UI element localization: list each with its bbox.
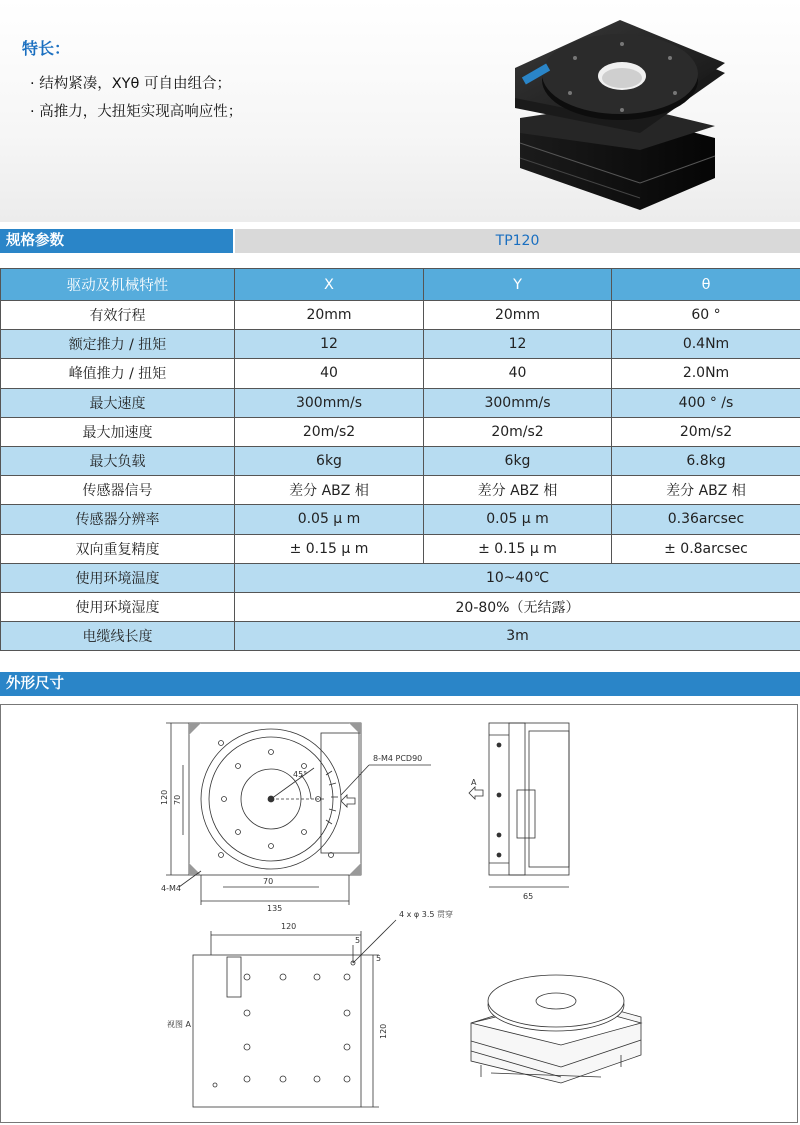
dims-bar-label: 外形尺寸 xyxy=(0,672,800,696)
dim-5b: 5 xyxy=(376,954,382,963)
dim-120-right: 120 xyxy=(379,1023,388,1039)
table-cell: 6kg xyxy=(424,446,612,475)
features-title: 特长： xyxy=(22,39,71,58)
table-row-label: 最大负载 xyxy=(1,446,235,475)
table-row-label: 最大加速度 xyxy=(1,417,235,446)
table-cell: 0.05 μ m xyxy=(235,505,424,534)
table-row-label: 电缆线长度 xyxy=(1,622,235,651)
spec-table xyxy=(0,268,800,651)
product-image xyxy=(500,18,740,218)
dim-135: 135 xyxy=(267,904,283,913)
feature-item-2: · 高推力，大扭矩实现高响应性； xyxy=(30,104,243,120)
dim-120-left: 120 xyxy=(160,789,169,805)
table-cell: 2.0Nm xyxy=(612,359,800,388)
table-row xyxy=(1,417,800,446)
drawing-svg xyxy=(1,705,797,1122)
table-cell: 3m xyxy=(235,622,800,651)
table-header-row xyxy=(1,269,800,301)
table-row xyxy=(1,388,800,417)
table-header-cell: X xyxy=(235,269,424,301)
table-row-label: 使用环境湿度 xyxy=(1,592,235,621)
table-cell: ± 0.15 μ m xyxy=(235,534,424,563)
table-cell: 20m/s2 xyxy=(424,417,612,446)
table-cell: 400 ° /s xyxy=(612,388,800,417)
table-cell: 300mm/s xyxy=(424,388,612,417)
table-cell: ± 0.8arcsec xyxy=(612,534,800,563)
table-row xyxy=(1,476,800,505)
table-row xyxy=(1,534,800,563)
table-row-label: 额定推力 / 扭矩 xyxy=(1,330,235,359)
technical-drawing xyxy=(0,704,798,1123)
table-cell: ± 0.15 μ m xyxy=(424,534,612,563)
table-row-label: 峰值推力 / 扭矩 xyxy=(1,359,235,388)
table-cell: 0.05 μ m xyxy=(424,505,612,534)
feature-item-1: · 结构紧凑，XYθ 可自由组合； xyxy=(30,76,231,92)
table-row xyxy=(1,359,800,388)
table-row-label: 使用环境温度 xyxy=(1,563,235,592)
table-row xyxy=(1,622,800,651)
arrow-a-label: A xyxy=(471,778,477,787)
table-cell: 12 xyxy=(235,330,424,359)
table-cell: 0.36arcsec xyxy=(612,505,800,534)
dim-5a: 5 xyxy=(355,936,361,945)
table-cell: 20mm xyxy=(235,301,424,330)
spec-bar xyxy=(0,229,800,253)
dims-bar xyxy=(0,672,800,696)
dim-70-left: 70 xyxy=(173,794,182,805)
table-row-label: 有效行程 xyxy=(1,301,235,330)
table-cell: 6.8kg xyxy=(612,446,800,475)
dim-45: 45° xyxy=(293,770,308,779)
table-cell: 0.4Nm xyxy=(612,330,800,359)
table-cell: 差分 ABZ 相 xyxy=(235,476,424,505)
table-row xyxy=(1,330,800,359)
table-cell: 20m/s2 xyxy=(612,417,800,446)
table-cell: 差分 ABZ 相 xyxy=(424,476,612,505)
table-cell: 20mm xyxy=(424,301,612,330)
note-pcd: 8-M4 PCD90 xyxy=(373,754,423,763)
table-row-label: 传感器分辨率 xyxy=(1,505,235,534)
table-header-cell: Y xyxy=(424,269,612,301)
table-row xyxy=(1,563,800,592)
table-header-cell: 驱动及机械特性 xyxy=(1,269,235,301)
table-row xyxy=(1,505,800,534)
table-cell: 12 xyxy=(424,330,612,359)
note-4m4: 4-M4 xyxy=(161,884,181,893)
table-cell: 20m/s2 xyxy=(235,417,424,446)
table-cell: 20-80%（无结露） xyxy=(235,592,800,621)
table-cell: 差分 ABZ 相 xyxy=(612,476,800,505)
table-row xyxy=(1,446,800,475)
table-cell: 10~40℃ xyxy=(235,563,800,592)
table-cell: 6kg xyxy=(235,446,424,475)
spec-bar-model: TP120 xyxy=(235,229,800,253)
table-cell: 40 xyxy=(424,359,612,388)
dim-65: 65 xyxy=(523,892,534,901)
dim-70-bottom: 70 xyxy=(263,877,274,886)
note-holes: 4 x φ 3.5 贯穿 xyxy=(399,910,453,919)
spec-bar-label: 规格参数 xyxy=(0,229,233,253)
table-cell: 40 xyxy=(235,359,424,388)
table-row-label: 最大速度 xyxy=(1,388,235,417)
view-a-label: 视图 A xyxy=(167,1020,192,1029)
table-row-label: 双向重复精度 xyxy=(1,534,235,563)
table-row xyxy=(1,592,800,621)
table-cell: 300mm/s xyxy=(235,388,424,417)
table-cell: 60 ° xyxy=(612,301,800,330)
features-section xyxy=(0,0,800,222)
table-header-cell: θ xyxy=(612,269,800,301)
table-row xyxy=(1,301,800,330)
dim-120-top: 120 xyxy=(281,922,297,931)
table-row-label: 传感器信号 xyxy=(1,476,235,505)
